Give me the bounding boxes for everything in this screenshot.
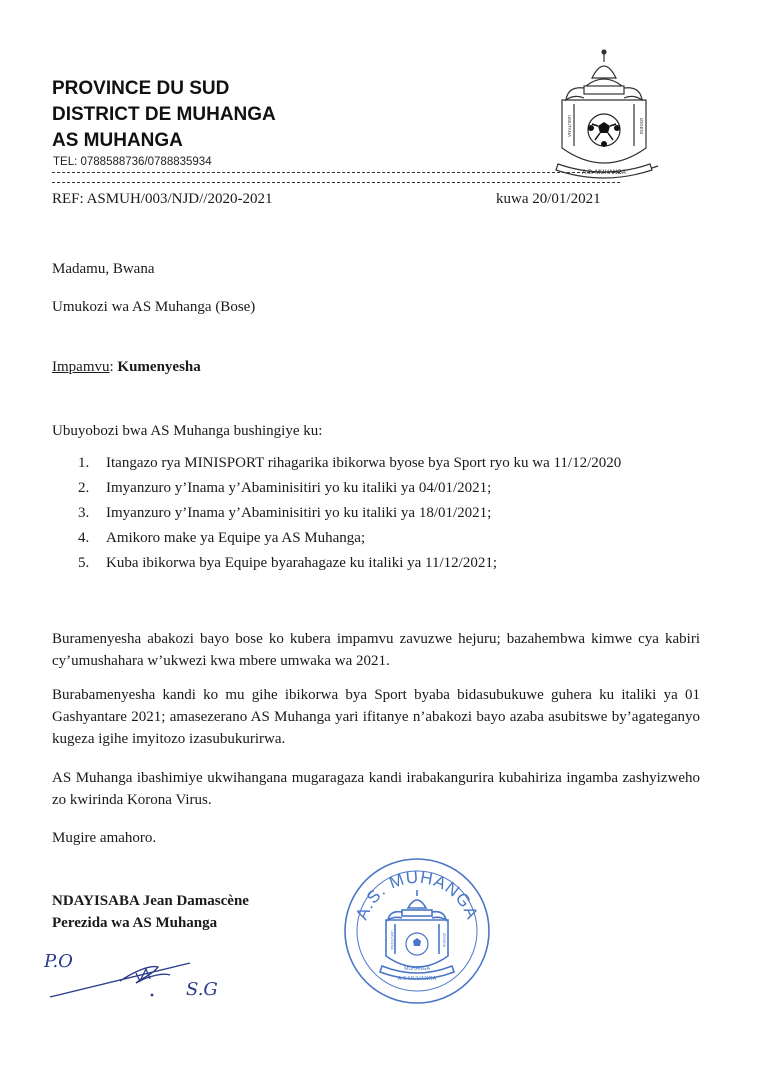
list-item: 4. Amikoro make ya Equipe ya AS Muhanga; bbox=[78, 530, 366, 546]
subject-line bbox=[52, 356, 201, 378]
list-item: 2. Imyanzuro y’Inama y’Abaminisitiri yo ku italiki ya 04/01/2021; bbox=[78, 480, 492, 496]
signatory-name: NDAYISABA Jean Damascène bbox=[52, 893, 249, 909]
subject-colon: : bbox=[109, 359, 114, 375]
stamp-band-text: A.S MUHANGA bbox=[397, 976, 437, 982]
list-item: 5. Kuba ibikorwa bya Equipe byarahagaze ku italiki ya 11/12/2021; bbox=[78, 555, 497, 571]
province-line: PROVINCE DU SUD bbox=[52, 78, 230, 99]
salutation: Madamu, Bwana bbox=[52, 261, 155, 277]
signatory-title: Perezida wa AS Muhanga bbox=[52, 915, 218, 931]
signature-sg: S.G bbox=[186, 979, 218, 1000]
closing: Mugire amahoro. bbox=[52, 830, 157, 846]
reference-number: REF: ASMUH/003/NJD//2020-2021 bbox=[52, 191, 273, 207]
intro-text: Ubuyobozi bwa AS Muhanga bushingiye ku: bbox=[52, 423, 323, 439]
stamp-inner-band: MUHANGA bbox=[404, 966, 430, 972]
list-item: 3. Imyanzuro y’Inama y’Abaminisitiri yo ku italiki ya 18/01/2021; bbox=[78, 505, 492, 521]
stamp-ring-text: A.S. MUHANGA bbox=[352, 867, 482, 923]
signature-po: P.O bbox=[44, 951, 73, 972]
official-stamp bbox=[342, 856, 492, 1006]
telephone-line: TEL: 0788588736/0788835934 bbox=[53, 156, 212, 168]
club-logo bbox=[548, 48, 660, 180]
grounds-list bbox=[52, 452, 702, 577]
logo-band-text: A.S. MUHANGA bbox=[582, 170, 626, 176]
logo-left-text: UMUTANA bbox=[567, 115, 572, 137]
club-line: AS MUHANGA bbox=[52, 130, 183, 151]
subject-value: Kumenyesha bbox=[117, 359, 201, 375]
stamp-right-text: IZIGENI bbox=[442, 932, 447, 948]
list-item: 1. Itangazo rya MINISPORT rihagarika ibikorwa byose bya Sport ryo ku wa 11/12/2020 bbox=[78, 455, 622, 471]
letterhead bbox=[52, 76, 276, 154]
district-line: DISTRICT DE MUHANGA bbox=[52, 104, 276, 125]
handwritten-signature bbox=[40, 945, 280, 1005]
recipient: Umukozi wa AS Muhanga (Bose) bbox=[52, 299, 256, 315]
subject-label: Impamvu bbox=[52, 359, 110, 375]
paragraph-thanks: AS Muhanga ibashimiye ukwihangana mugaragaza kandi irabakangurira kubahiriza ingamba zashyizweho zo kwirinda Korona Virus. bbox=[52, 770, 700, 808]
letter-date: kuwa 20/01/2021 bbox=[496, 191, 601, 207]
paragraph-salary: Buramenyesha abakozi bayo bose ko kubera impamvu zavuzwe hejuru; bazahembwa kimwe cya kabiri cy’umushahara w’ukwezi kwa mbere umwaka wa 2021. bbox=[52, 631, 700, 669]
signatory-block bbox=[52, 890, 249, 934]
header-divider bbox=[52, 172, 620, 183]
stamp-left-text: UMUTANA bbox=[390, 930, 395, 950]
logo-right-text: IZIGENI bbox=[639, 117, 644, 135]
paragraph-contracts: Burabamenyesha kandi ko mu gihe ibikorwa bya Sport byaba bidasubukuwe guhera ku italiki ya 01 Gashyantare 2021; amasezerano AS Muhanga yari ifitanye n’abakozi bayo azaba asubitswe by’agateganyo kugeza igihe imyitozo izasubukurirwa. bbox=[52, 687, 700, 747]
